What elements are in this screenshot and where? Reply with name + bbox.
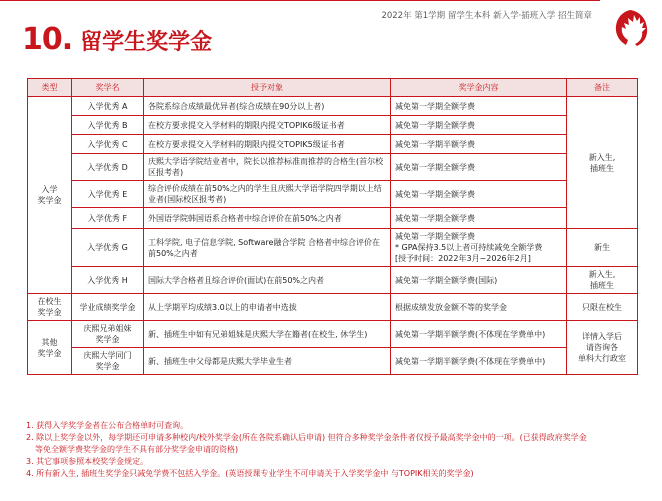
scholarship-name: 入学优秀 B bbox=[72, 116, 144, 135]
content-cell: 根据成绩发放金额不等的奖学金 bbox=[391, 294, 567, 321]
type-cell: 其他 奖学金 bbox=[28, 321, 72, 375]
target-cell: 各院系综合成绩最优异者(综合成绩在90分以上者) bbox=[144, 97, 391, 116]
content-cell: 减免第一学期全额学费 bbox=[391, 181, 567, 208]
scholarship-name: 入学优秀 C bbox=[72, 135, 144, 154]
scholarship-name: 学业成绩奖学金 bbox=[72, 294, 144, 321]
table-row bbox=[28, 348, 638, 375]
table-header-row bbox=[28, 79, 638, 97]
target-cell: 从上学期平均成绩3.0以上的申请者中选拔 bbox=[144, 294, 391, 321]
content-cell: 减免第一学期全额学费 bbox=[391, 154, 567, 181]
scholarship-name: 庆熙兄弟姐妹 奖学金 bbox=[72, 321, 144, 348]
target-cell: 庆熙大学语学院结业者中，院长以推荐标准而推荐的合格生(首尔校区报考者) bbox=[144, 154, 391, 181]
table-row bbox=[28, 208, 638, 229]
content-cell bbox=[391, 229, 567, 267]
content-cell: 减免第一学期半额学费(不体现在学费单中) bbox=[391, 348, 567, 375]
column-header: 类型 bbox=[28, 79, 72, 97]
table-row bbox=[28, 154, 638, 181]
remark-cell: 新入生, 插班生 bbox=[567, 267, 638, 294]
note-item: 3. 其它事项参照本校奖学金规定。 bbox=[26, 457, 149, 466]
column-header: 奖学金内容 bbox=[391, 79, 567, 97]
remark-cell: 详情入学后 请咨询各 单科大行政室 bbox=[567, 321, 638, 375]
table-row bbox=[28, 321, 638, 348]
scholarship-name: 入学优秀 A bbox=[72, 97, 144, 116]
section-title bbox=[22, 22, 212, 57]
note-item: 1. 获得入学奖学金者在公布合格单时可查询。 bbox=[26, 421, 189, 430]
table-row bbox=[28, 135, 638, 154]
type-cell: 入学 奖学金 bbox=[28, 97, 72, 294]
scholarship-name: 入学优秀 E bbox=[72, 181, 144, 208]
target-cell: 新、插班生中父母都是庆熙大学毕业生者 bbox=[144, 348, 391, 375]
content-line: 减免第一学期全额学费 bbox=[395, 232, 475, 241]
section-number: 10. bbox=[22, 22, 73, 57]
column-header: 奖学名 bbox=[72, 79, 144, 97]
section-heading: 留学生奖学金 bbox=[80, 30, 213, 55]
column-header: 备注 bbox=[567, 79, 638, 97]
scholarship-name: 入学优秀 F bbox=[72, 208, 144, 229]
content-line: [授予时间：2022年3月~2026年2月] bbox=[395, 254, 531, 263]
target-cell: 在校方要求提交入学材料的期限内提交TOPIK6级证书者 bbox=[144, 116, 391, 135]
target-cell: 工科学院, 电子信息学院, Software融合学院 合格者中综合评价在前50%之内者 bbox=[144, 229, 391, 267]
note-item: 4. 所有新入生, 插班生奖学金只减免学费不包括入学金。(英语授课专业学生不可申请关于入学奖学金中 与TOPIK相关的奖学金) bbox=[26, 469, 474, 478]
table-row bbox=[28, 116, 638, 135]
table-row bbox=[28, 229, 638, 267]
target-cell: 综合评价成绩在前50%之内的学生且庆熙大学语学院四学期以上结业者(国际校区报考者) bbox=[144, 181, 391, 208]
content-line: * GPA保持3.5以上者可持续减免全额学费 bbox=[395, 243, 543, 252]
content-cell: 减免第一学期全额学费(国际) bbox=[391, 267, 567, 294]
note-item: 等免全额学费奖学金的学生不具有部分奖学金申请的资格) bbox=[35, 445, 239, 454]
table-row bbox=[28, 267, 638, 294]
lion-head-icon bbox=[610, 8, 650, 48]
target-cell: 外国语学院韩国语系合格者中综合评价在前50%之内者 bbox=[144, 208, 391, 229]
column-header: 授予对象 bbox=[144, 79, 391, 97]
content-cell: 减免第一学期全额学费 bbox=[391, 97, 567, 116]
content-cell: 减免第一学期半额学费(不体现在学费单中) bbox=[391, 321, 567, 348]
scholarship-name: 入学优秀 G bbox=[72, 229, 144, 267]
target-cell: 国际大学合格者且综合评价(面试)在前50%之内者 bbox=[144, 267, 391, 294]
content-cell: 减免第一学期全额学费 bbox=[391, 116, 567, 135]
scholarship-table bbox=[27, 78, 638, 375]
table-row bbox=[28, 294, 638, 321]
scholarship-name: 入学优秀 H bbox=[72, 267, 144, 294]
remark-cell: 新入生, 插班生 bbox=[567, 97, 638, 229]
target-cell: 新、插班生中如有兄弟姐妹是庆熙大学在籍者(在校生, 休学生) bbox=[144, 321, 391, 348]
table-row bbox=[28, 181, 638, 208]
remark-cell: 新生 bbox=[567, 229, 638, 267]
header-rule bbox=[0, 0, 600, 1]
note-item: 2. 除以上奖学金以外，每学期还可申请多种校内/校外奖学金(所在各院系确认后申请) 但符合多种奖学金条件者仅授予最高奖学金中的一项。(已获得政府奖学金 bbox=[26, 433, 587, 442]
scholarship-name: 庆熙大学同门 奖学金 bbox=[72, 348, 144, 375]
notes-list bbox=[26, 420, 646, 480]
header-caption: 2022年 第1学期 留学生本科 新入学·插班入学 招生简章 bbox=[381, 11, 592, 21]
table-row bbox=[28, 97, 638, 116]
scholarship-name: 入学优秀 D bbox=[72, 154, 144, 181]
remark-cell: 只限在校生 bbox=[567, 294, 638, 321]
content-cell: 减免第一学期半额学费 bbox=[391, 135, 567, 154]
target-cell: 在校方要求提交入学材料的期限内提交TOPIK5级证书者 bbox=[144, 135, 391, 154]
content-cell: 减免第一学期全额学费 bbox=[391, 208, 567, 229]
type-cell: 在校生 奖学金 bbox=[28, 294, 72, 321]
